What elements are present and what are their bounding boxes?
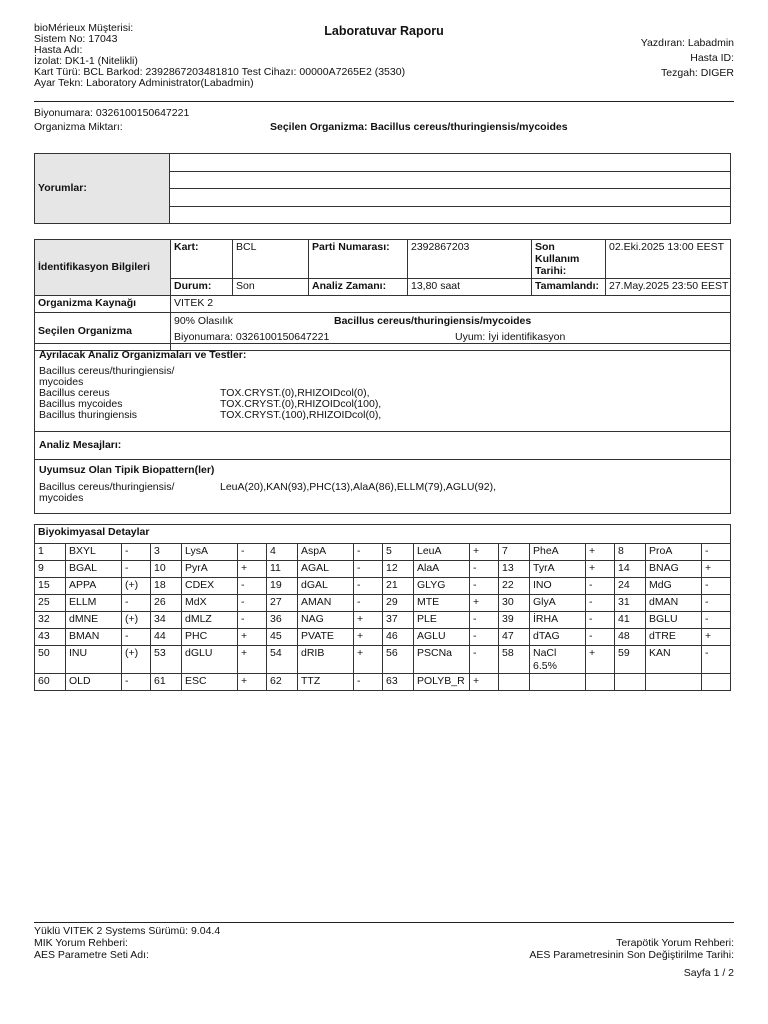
vitek-version: Yüklü VITEK 2 Systems Sürümü: 9.04.4 (34, 925, 221, 937)
biochem-num: 18 (151, 578, 182, 595)
biochem-test: dTRE (646, 629, 702, 646)
biochemical-row (35, 544, 731, 561)
biochem-test: PHC (182, 629, 238, 646)
biochem-num: 8 (615, 544, 646, 561)
biochem-result: - (238, 612, 267, 629)
biochem-num: 32 (35, 612, 66, 629)
biochem-num: 59 (615, 646, 646, 674)
biochem-result: + (470, 544, 499, 561)
biochemical-row (35, 595, 731, 612)
biochemical-row (35, 629, 731, 646)
biochem-result: - (702, 578, 731, 595)
separation-organism: Bacillus cereus (39, 387, 110, 399)
biochem-num: 34 (151, 612, 182, 629)
comments-table (34, 153, 731, 224)
comment-line-4 (170, 206, 731, 223)
comments-label: Yorumlar: (35, 154, 170, 224)
lot-label: Parti Numarası: (309, 240, 408, 279)
biochem-result: - (586, 578, 615, 595)
biochem-result: - (238, 595, 267, 612)
biochem-result: + (238, 646, 267, 674)
biochem-result: - (470, 578, 499, 595)
analysis-time-value: 13,80 saat (408, 279, 532, 296)
separation-organism: Bacillus cereus/thuringiensis/ (39, 365, 175, 377)
bionumber-line: Biyonumara: 0326100150647221 (34, 107, 190, 119)
report-header-right (641, 37, 734, 82)
biochem-test: APPA (66, 578, 122, 595)
identification-label: İdentifikasyon Bilgileri (35, 240, 171, 296)
biochem-result: + (354, 629, 383, 646)
biochemical-table (34, 524, 731, 691)
biochem-result (702, 674, 731, 691)
separation-row (35, 409, 730, 420)
separation-row (35, 398, 730, 409)
selected-organism-heading: Seçilen Organizma: Bacillus cereus/thuringiensis/mycoides (270, 121, 568, 133)
comment-line-3 (170, 189, 731, 206)
biochem-num: 45 (267, 629, 298, 646)
biochem-test: dGLU (182, 646, 238, 674)
biochem-test: GlyA (530, 595, 586, 612)
biochem-result: - (586, 612, 615, 629)
separation-tests-title: Ayrılacak Analiz Organizmaları ve Testler: (39, 349, 247, 361)
biochem-result: + (470, 595, 499, 612)
biochem-num: 12 (383, 561, 414, 578)
separation-row (35, 387, 730, 398)
biochem-result: - (122, 629, 151, 646)
biochem-num: 47 (499, 629, 530, 646)
biochem-num: 46 (383, 629, 414, 646)
identification-table (34, 239, 731, 351)
biochem-test: LysA (182, 544, 238, 561)
biochem-result: - (354, 578, 383, 595)
biochem-result: - (702, 544, 731, 561)
biochem-num: 31 (615, 595, 646, 612)
biochem-num: 22 (499, 578, 530, 595)
atypical-organism-cont: mycoides (39, 492, 84, 504)
aes-set-name: AES Parametre Seti Adı: (34, 949, 149, 961)
atypical-organism: Bacillus cereus/thuringiensis/ (39, 481, 175, 493)
report-title: Laboratuvar Raporu (324, 24, 444, 38)
biochem-result: - (702, 612, 731, 629)
biochem-test: MTE (414, 595, 470, 612)
therapeutic-guide: Terapötik Yorum Rehberi: (616, 937, 734, 949)
lot-value: 2392867203 (408, 240, 532, 279)
biochem-result: - (470, 646, 499, 674)
biochem-test: BMAN (66, 629, 122, 646)
biochem-result: (+) (122, 578, 151, 595)
biochem-num: 5 (383, 544, 414, 561)
biochem-test: BGLU (646, 612, 702, 629)
biochem-test: BXYL (66, 544, 122, 561)
biochem-num: 37 (383, 612, 414, 629)
biochem-result: - (470, 612, 499, 629)
biochem-test: AMAN (298, 595, 354, 612)
biochem-num: 30 (499, 595, 530, 612)
selected-bionumber: Biyonumara: 0326100150647221 (174, 331, 330, 344)
biochem-num: 29 (383, 595, 414, 612)
biochem-result: (+) (122, 646, 151, 674)
separation-tests-list (35, 365, 730, 420)
biochem-num: 7 (499, 544, 530, 561)
biochemical-row (35, 612, 731, 629)
biochem-result: + (702, 629, 731, 646)
page-number: Sayfa 1 / 2 (683, 967, 734, 979)
biochem-test: AGAL (298, 561, 354, 578)
patient-id: Hasta ID: (690, 52, 734, 64)
biochem-test: dMNE (66, 612, 122, 629)
biochem-test: MdG (646, 578, 702, 595)
expiry-label: Son Kullanım Tarihi: (532, 240, 606, 279)
biochemical-row (35, 646, 731, 674)
comment-line-1 (170, 154, 731, 172)
biochem-test: POLYB_R (414, 674, 470, 691)
report-footer (34, 922, 734, 980)
atypical-biopattern-box (34, 459, 731, 514)
biochem-num: 58 (499, 646, 530, 674)
biochem-result: + (586, 544, 615, 561)
completed-value: 27.May.2025 23:50 EEST (606, 279, 731, 296)
separation-organism: mycoides (39, 376, 84, 388)
comment-line-2 (170, 172, 731, 189)
biochem-test: dMLZ (182, 612, 238, 629)
biochem-num: 53 (151, 646, 182, 674)
biochem-num: 43 (35, 629, 66, 646)
biochemical-title: Biyokimyasal Detaylar (35, 525, 731, 544)
mic-guide: MIK Yorum Rehberi: (34, 937, 128, 949)
biochem-num: 1 (35, 544, 66, 561)
biochem-test: NaCl 6.5% (530, 646, 586, 674)
biochem-test: BGAL (66, 561, 122, 578)
card-type-line: Kart Türü: BCL Barkod: 2392867203481810 Test Cihazı: 00000A7265E2 (3530) (34, 66, 406, 78)
biochem-num: 54 (267, 646, 298, 674)
biochem-test: PVATE (298, 629, 354, 646)
biochem-result (586, 674, 615, 691)
separation-row (35, 376, 730, 387)
biochem-result: + (238, 561, 267, 578)
biochem-num: 41 (615, 612, 646, 629)
biochem-num: 27 (267, 595, 298, 612)
biochem-num: 48 (615, 629, 646, 646)
biochem-test: PyrA (182, 561, 238, 578)
bench: Tezgah: DIGER (661, 67, 734, 79)
biochem-num: 11 (267, 561, 298, 578)
completed-label: Tamamlandı: (532, 279, 606, 296)
separation-tests-box (34, 343, 731, 432)
expiry-value: 02.Eki.2025 13:00 EEST (606, 240, 731, 279)
biochem-result: - (122, 544, 151, 561)
biochem-result: + (354, 646, 383, 674)
analysis-time-label: Analiz Zamanı: (309, 279, 408, 296)
biochem-test: BNAG (646, 561, 702, 578)
biochem-result: + (354, 612, 383, 629)
biochem-num (615, 674, 646, 691)
biochem-test: OLD (66, 674, 122, 691)
biochem-test (530, 674, 586, 691)
biochem-result: + (586, 646, 615, 674)
biochem-num: 39 (499, 612, 530, 629)
biochem-result: - (586, 595, 615, 612)
status-label: Durum: (171, 279, 233, 296)
probability-value: 90% Olasılık (174, 315, 233, 328)
biochem-num: 19 (267, 578, 298, 595)
biochem-num: 13 (499, 561, 530, 578)
biochem-test: GLYG (414, 578, 470, 595)
biochem-test: INU (66, 646, 122, 674)
biochem-result: - (122, 595, 151, 612)
biochem-test: AlaA (414, 561, 470, 578)
organism-source-value: VITEK 2 (171, 296, 731, 313)
organism-amount-line: Organizma Miktarı: (34, 121, 123, 133)
biochem-result: + (238, 674, 267, 691)
biochem-num: 56 (383, 646, 414, 674)
biochem-test: dMAN (646, 595, 702, 612)
biochem-test: dRIB (298, 646, 354, 674)
biochem-result: + (470, 674, 499, 691)
biochem-test: NAG (298, 612, 354, 629)
biochem-test: ELLM (66, 595, 122, 612)
biochem-result: + (586, 561, 615, 578)
biochem-num: 15 (35, 578, 66, 595)
biochem-test: CDEX (182, 578, 238, 595)
biochem-result: - (586, 629, 615, 646)
header-divider (34, 101, 734, 102)
customer-line: bioMérieux Müşterisi: (34, 22, 134, 34)
biochem-test: MdX (182, 595, 238, 612)
biochem-result: - (470, 561, 499, 578)
biochem-num: 36 (267, 612, 298, 629)
biochem-test: ProA (646, 544, 702, 561)
separation-organism: Bacillus mycoides (39, 398, 123, 410)
analysis-messages-box (34, 431, 731, 460)
status-value: Son (233, 279, 309, 296)
biochem-num: 9 (35, 561, 66, 578)
card-value: BCL (233, 240, 309, 279)
biochem-test: PLE (414, 612, 470, 629)
biochem-test: ESC (182, 674, 238, 691)
biochemical-row (35, 561, 731, 578)
biochem-num: 61 (151, 674, 182, 691)
biochem-test: dTAG (530, 629, 586, 646)
biochem-num: 25 (35, 595, 66, 612)
separation-tests: TOX.CRYST.(100),RHIZOIDcol(0), (220, 409, 382, 421)
biochem-test: İRHA (530, 612, 586, 629)
biochem-result: - (354, 544, 383, 561)
biochem-num (499, 674, 530, 691)
biochem-test: dGAL (298, 578, 354, 595)
biochem-num: 60 (35, 674, 66, 691)
biochemical-row (35, 674, 731, 691)
biochem-test: AspA (298, 544, 354, 561)
biochem-result: + (702, 561, 731, 578)
biochem-result: - (238, 578, 267, 595)
biochem-num: 3 (151, 544, 182, 561)
biochem-test: LeuA (414, 544, 470, 561)
biochemical-row (35, 578, 731, 595)
fit-quality: Uyum: İyi identifikasyon (455, 331, 566, 344)
biochem-num: 63 (383, 674, 414, 691)
printed-by: Yazdıran: Labadmin (640, 37, 734, 49)
separation-tests: TOX.CRYST.(0),RHIZOIDcol(0), (220, 387, 370, 399)
aes-last-modified: AES Parametresinin Son Değiştirilme Tarihi: (529, 949, 734, 961)
biochem-num: 14 (615, 561, 646, 578)
biochem-result: - (702, 595, 731, 612)
system-no-line: Sistem No: 17043 (34, 33, 118, 45)
biochem-num: 21 (383, 578, 414, 595)
biochem-result: - (702, 646, 731, 674)
technician-line: Ayar Tekn: Laboratory Administrator(Labadmin) (34, 77, 254, 89)
biochem-test: INO (530, 578, 586, 595)
biochem-result: (+) (122, 612, 151, 629)
biochem-num: 4 (267, 544, 298, 561)
biochem-test: AGLU (414, 629, 470, 646)
biochem-num: 24 (615, 578, 646, 595)
organism-source-label: Organizma Kaynağı (35, 296, 171, 313)
biochem-num: 50 (35, 646, 66, 674)
biochem-result: - (470, 629, 499, 646)
biochem-test: TTZ (298, 674, 354, 691)
atypical-values: LeuA(20),KAN(93),PHC(13),AlaA(86),ELLM(79),AGLU(92), (220, 481, 497, 493)
separation-tests: TOX.CRYST.(0),RHIZOIDcol(100), (220, 398, 382, 410)
biochem-test: TyrA (530, 561, 586, 578)
biochem-test: PSCNa (414, 646, 470, 674)
biochem-test: PheA (530, 544, 586, 561)
biochem-result: - (122, 561, 151, 578)
biochem-result: - (354, 595, 383, 612)
biochem-test: KAN (646, 646, 702, 674)
footer-divider (34, 922, 734, 923)
card-label: Kart: (171, 240, 233, 279)
biochem-num: 10 (151, 561, 182, 578)
selected-organism-value: Bacillus cereus/thuringiensis/mycoides (334, 315, 532, 328)
biochem-num: 62 (267, 674, 298, 691)
patient-name-line: Hasta Adı: (34, 44, 83, 56)
biochem-num: 26 (151, 595, 182, 612)
biochem-result: - (238, 544, 267, 561)
biochem-result: + (238, 629, 267, 646)
biochem-num: 44 (151, 629, 182, 646)
separation-organism: Bacillus thuringiensis (39, 409, 138, 421)
isolate-line: İzolat: DK1-1 (Nitelikli) (34, 55, 138, 67)
biochem-result: - (122, 674, 151, 691)
atypical-biopattern-title: Uyumsuz Olan Tipik Biopattern(ler) (39, 464, 215, 476)
analysis-messages-title: Analiz Mesajları: (39, 439, 122, 451)
biochem-result: - (354, 561, 383, 578)
selected-organism-label: Seçilen Organizma (35, 313, 171, 351)
separation-row (35, 365, 730, 376)
biochem-result: - (354, 674, 383, 691)
biochem-test (646, 674, 702, 691)
